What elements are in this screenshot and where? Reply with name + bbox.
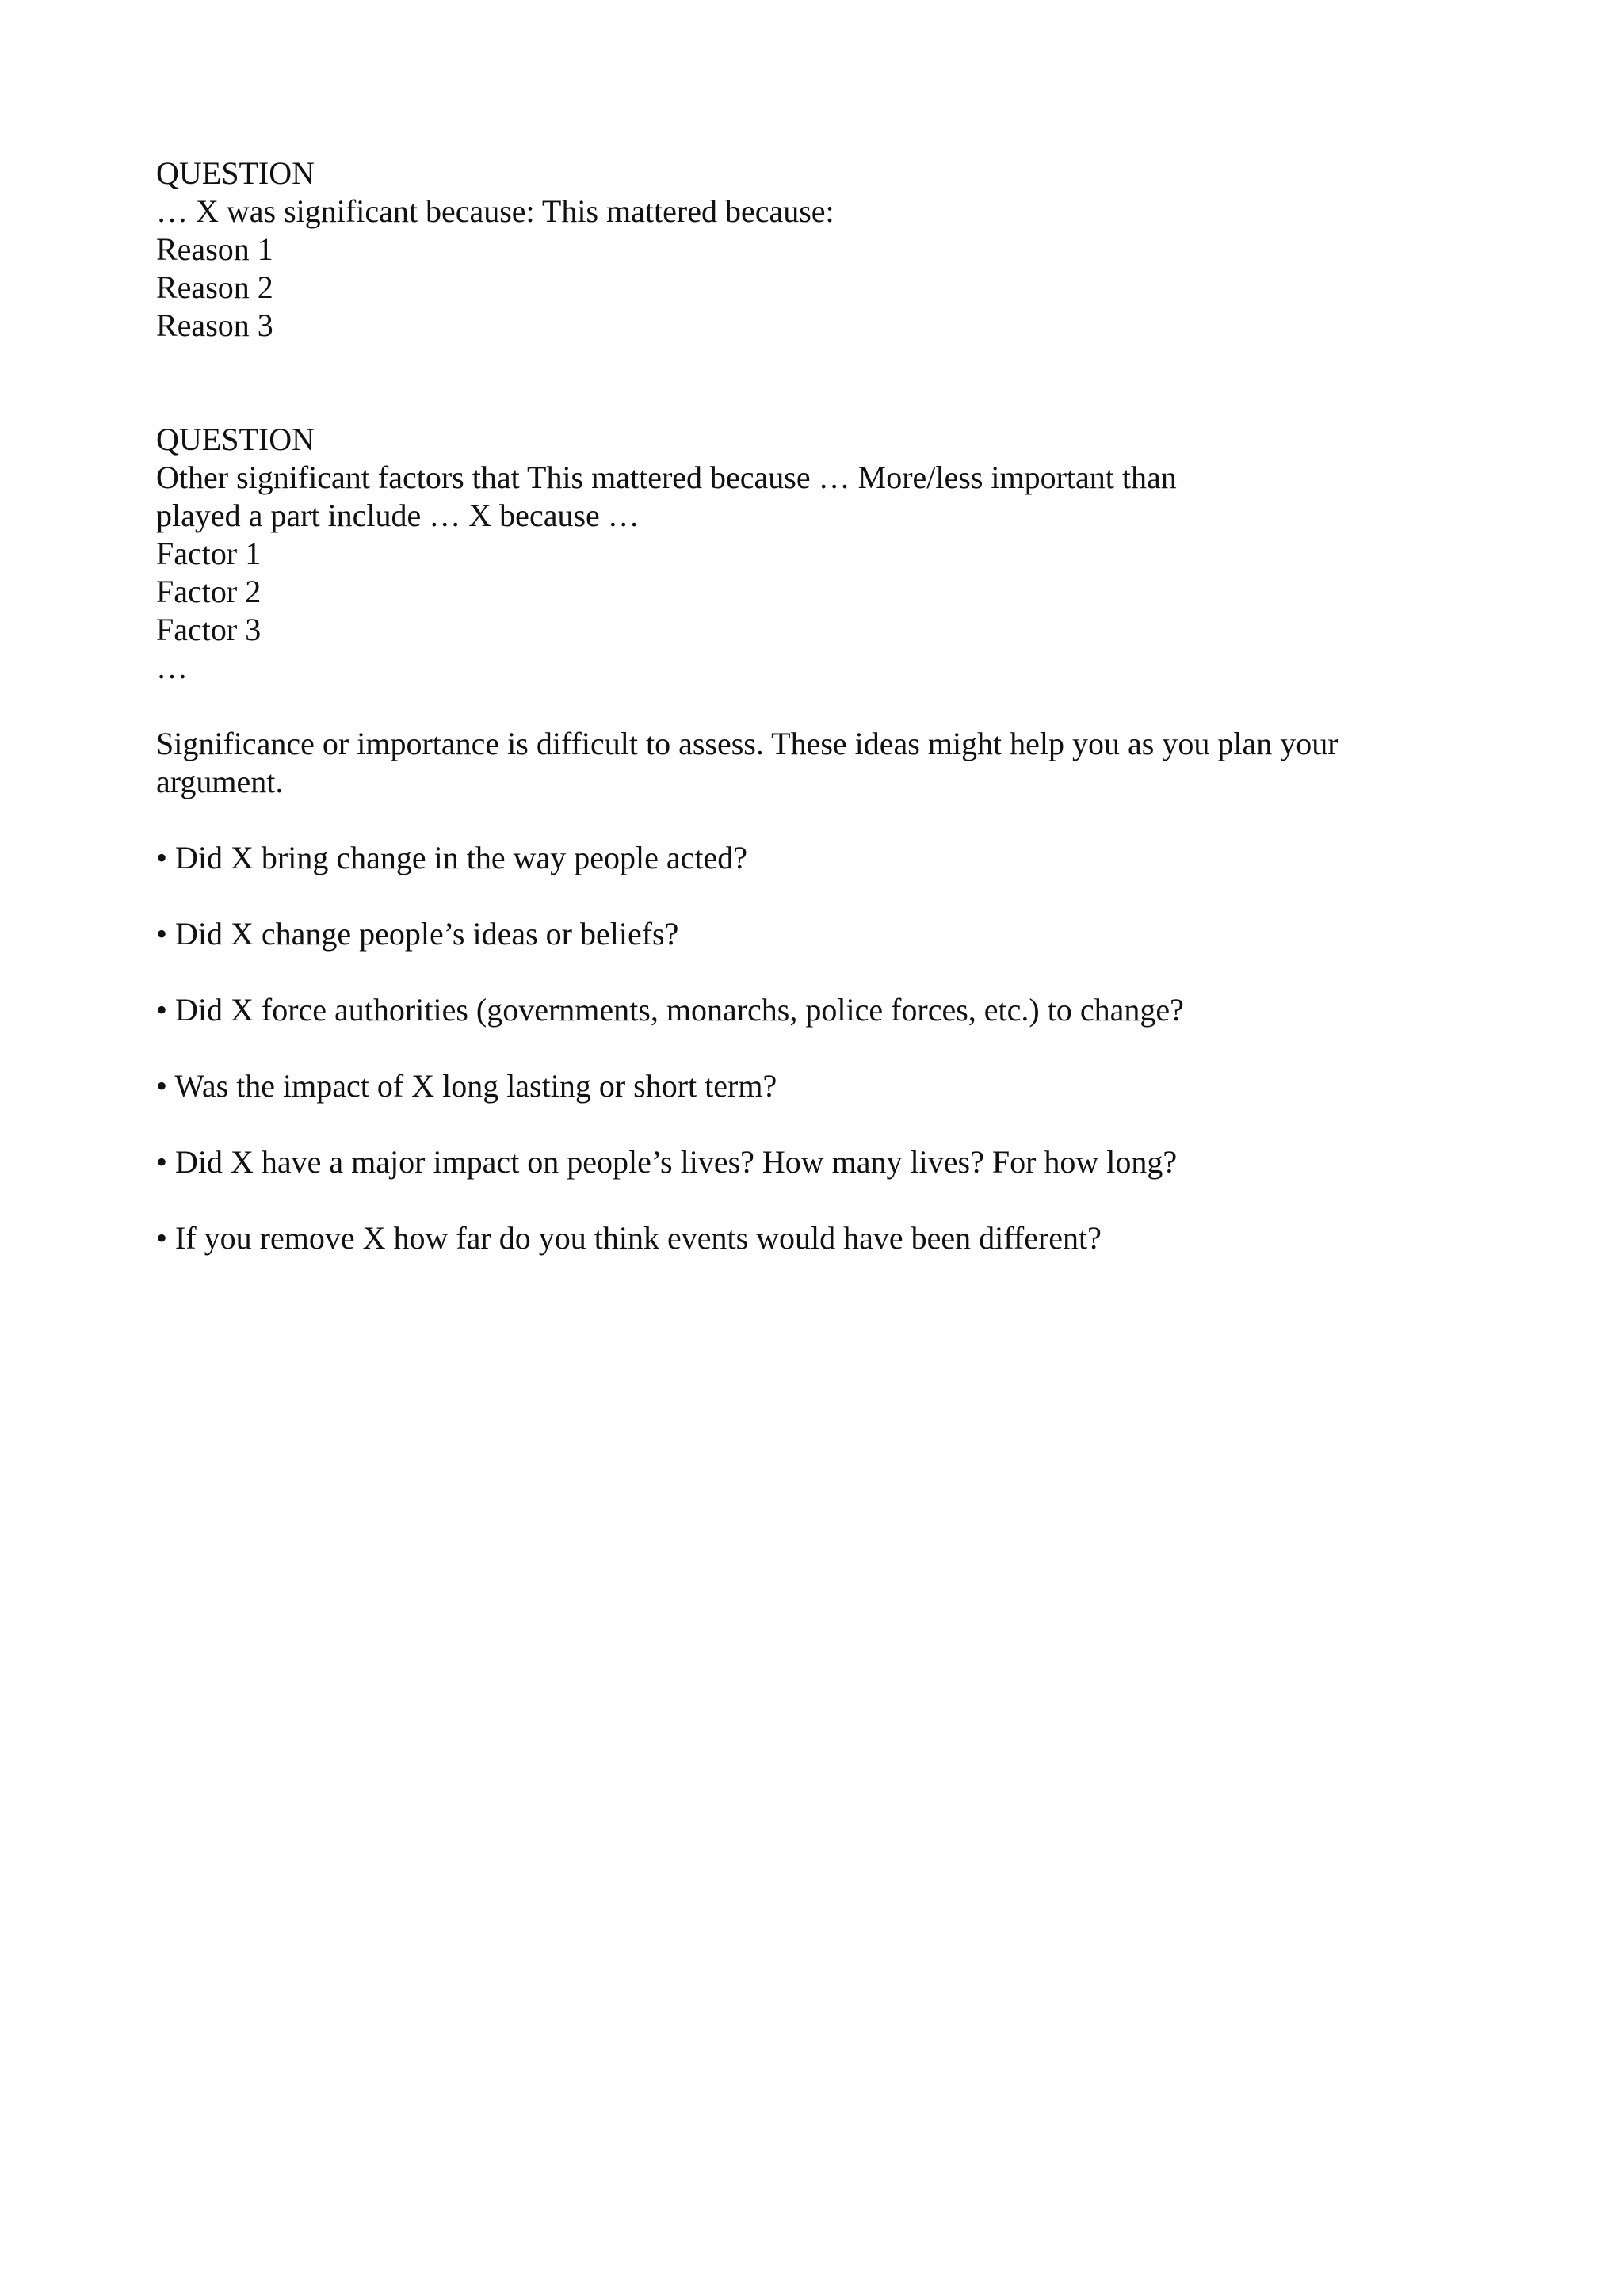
reason-item: Reason 1 [156, 231, 273, 267]
spacer [156, 687, 1503, 725]
question-section-1 [156, 154, 1503, 345]
factor-item: Factor 1 [156, 536, 262, 571]
bullet-item: • Did X force authorities (governments, monarchs, police forces, etc.) to change? [156, 992, 1184, 1028]
section-heading: QUESTION [156, 155, 315, 191]
bullet-item: • Did X have a major impact on people’s lives? How many lives? For how long? [156, 1144, 1178, 1180]
factor-item: Factor 2 [156, 574, 262, 609]
reason-item: Reason 3 [156, 307, 273, 343]
section-line: … X was significant because: This mattered because: [156, 193, 834, 229]
section-line: Other significant factors that This mattered because … More/less important than [156, 460, 1177, 495]
intro-paragraph: Significance or importance is difficult to assess. These ideas might help you as you plan your argument. [156, 726, 1338, 799]
bullet-item: • Did X change people’s ideas or beliefs? [156, 916, 679, 952]
section-line: played a part include … X because … [156, 498, 640, 533]
spacer [156, 801, 1503, 839]
spacer [156, 345, 1503, 421]
bullet-item: • Did X bring change in the way people acted? [156, 840, 747, 875]
bullet-list [156, 839, 1503, 1257]
question-section-2 [156, 421, 1503, 687]
bullet-item: • Was the impact of X long lasting or short term? [156, 1068, 777, 1104]
factor-item: Factor 3 [156, 612, 262, 647]
document-content [156, 154, 1503, 1295]
bullet-item: • If you remove X how far do you think events would have been different? [156, 1220, 1102, 1256]
section-heading: QUESTION [156, 421, 315, 457]
ellipsis-line: … [156, 650, 188, 685]
reason-item: Reason 2 [156, 269, 273, 305]
